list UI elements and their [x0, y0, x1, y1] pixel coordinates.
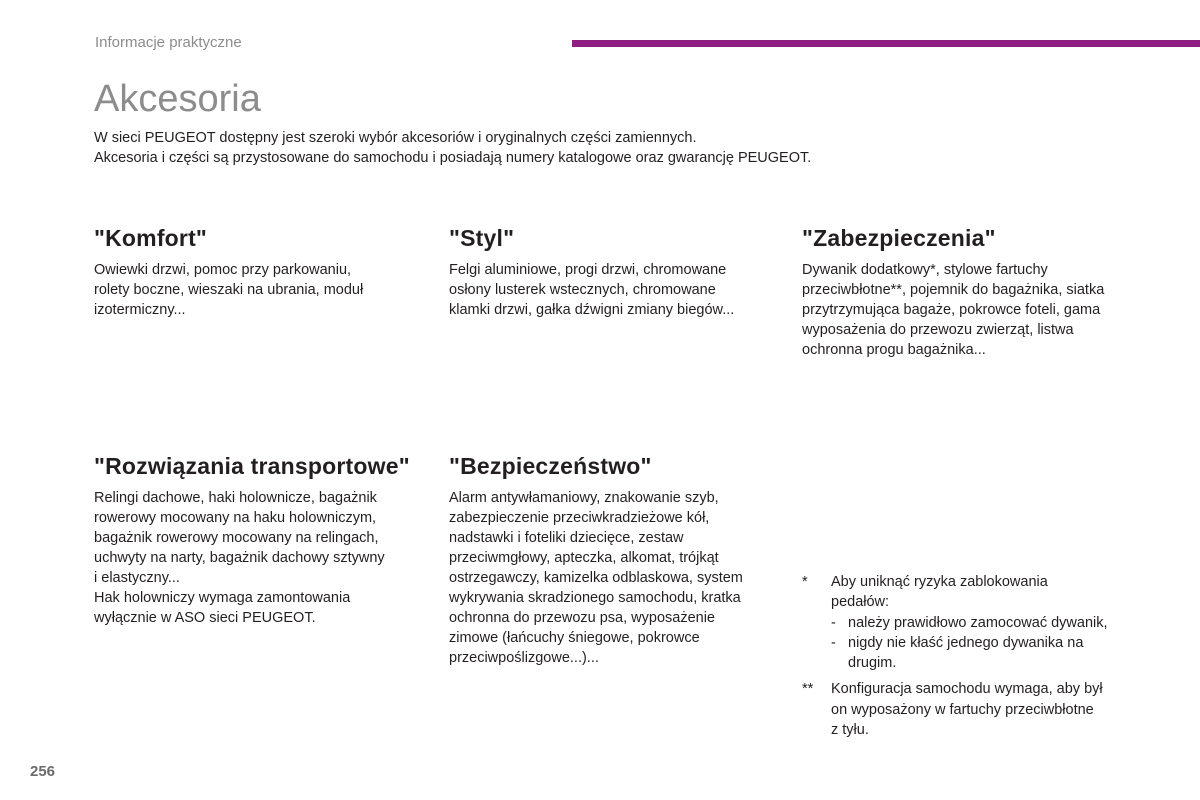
- footnote-line: z tyłu.: [831, 722, 869, 739]
- section-line: ostrzegawczy, kamizelka odblaskowa, system: [449, 570, 743, 586]
- footnote-line: Aby uniknąć ryzyka zablokowania: [831, 574, 1048, 590]
- section-line: zimowe (łańcuchy śniegowe, pokrowce: [449, 630, 700, 646]
- section-line: przeciwmgłowy, apteczka, alkomat, trójkąt: [449, 550, 719, 566]
- intro-line: Akcesoria i części są przystosowane do samochodu i posiadają numery katalogowe oraz gwarancję PEUGEOT.: [94, 150, 812, 166]
- section-line: Alarm antywłamaniowy, znakowanie szyb,: [449, 490, 719, 506]
- section-title: "Zabezpieczenia": [802, 225, 996, 251]
- header-accent-bar: [572, 40, 1200, 47]
- page-number: 256: [30, 763, 56, 780]
- section-line: osłony lusterek wstecznych, chromowane: [449, 282, 716, 298]
- intro-line: W sieci PEUGEOT dostępny jest szeroki wybór akcesoriów i oryginalnych części zamiennych.: [94, 130, 697, 146]
- footnote-mark: **: [802, 681, 814, 698]
- section-line: Relingi dachowe, haki holownicze, bagażnik: [94, 490, 377, 506]
- section-line: uchwyty na narty, bagażnik dachowy sztywny: [94, 550, 385, 566]
- section-title: "Rozwiązania transportowe": [94, 453, 410, 479]
- section-zabezpieczenia: [802, 225, 1142, 360]
- section-title: "Styl": [449, 225, 515, 251]
- footnote-line: Konfiguracja samochodu wymaga, aby był: [831, 681, 1103, 698]
- footnote-mark: *: [802, 574, 808, 590]
- section-line: bagażnik rowerowy mocowany na relingach,: [94, 530, 379, 546]
- section-text: [802, 260, 1142, 360]
- section-line: wyłącznie w ASO sieci PEUGEOT.: [94, 610, 316, 626]
- footnote-body: [831, 679, 1103, 740]
- footnote: [802, 679, 1162, 740]
- section-title: "Bezpieczeństwo": [449, 453, 652, 479]
- section-line: Hak holowniczy wymaga zamontowania: [94, 590, 351, 606]
- section-text: [94, 488, 434, 628]
- section-line: zabezpieczenie przeciwkradzieżowe kół,: [449, 510, 710, 526]
- subitem-line: drugim.: [848, 655, 897, 672]
- section-line: Owiewki drzwi, pomoc przy parkowaniu,: [94, 262, 352, 278]
- section-line: nadstawki i foteliki dziecięce, zestaw: [449, 530, 684, 546]
- header-label: Informacje praktyczne: [95, 34, 242, 51]
- section-line: rowerowy mocowany na haku holowniczym,: [94, 510, 377, 526]
- section-line: rolety boczne, wieszaki na ubrania, moduł: [94, 282, 364, 298]
- section-line: wykrywania skradzionego samochodu, kratka: [449, 590, 741, 606]
- section-line: ochronna progu bagażnika...: [802, 342, 986, 358]
- section-komfort: [94, 225, 434, 320]
- footnote: [802, 572, 1162, 673]
- page-title: Akcesoria: [94, 78, 261, 120]
- footnote-body: [831, 572, 1108, 673]
- footnote-subitem: [831, 633, 1108, 674]
- subitem-line: nigdy nie kłaść jednego dywanika na: [848, 634, 1084, 651]
- section-line: przeciwpoślizgowe...)...: [449, 650, 599, 666]
- section-line: izotermiczny...: [94, 302, 186, 318]
- subitem-dash: -: [831, 634, 836, 651]
- section-title: "Komfort": [94, 225, 208, 251]
- section-line: Felgi aluminiowe, progi drzwi, chromowane: [449, 262, 727, 278]
- footnote-line: on wyposażony w fartuchy przeciwbłotne: [831, 701, 1094, 718]
- section-line: przeciwbłotne**, pojemnik do bagażnika, siatka: [802, 282, 1105, 298]
- section-bezpieczenstwo: [449, 453, 789, 668]
- section-line: klamki drzwi, gałka dźwigni zmiany biegów...: [449, 302, 735, 318]
- section-text: [94, 260, 434, 320]
- section-rozwiazania-transportowe: [94, 453, 434, 628]
- section-text: [449, 260, 789, 320]
- footnotes: [802, 572, 1162, 746]
- footnote-line: pedałów:: [831, 594, 890, 611]
- footnote-subitem: [831, 613, 1108, 633]
- section-line: wyposażenia do przewozu zwierząt, listwa: [802, 322, 1074, 338]
- subitem-line: należy prawidłowo zamocować dywanik,: [848, 614, 1108, 631]
- section-line: ochronna do przewozu psa, wyposażenie: [449, 610, 715, 626]
- subitem-dash: -: [831, 614, 836, 631]
- section-text: [449, 488, 789, 668]
- section-line: i elastyczny...: [94, 570, 180, 586]
- section-line: przytrzymująca bagaże, pokrowce foteli, gama: [802, 302, 1101, 318]
- intro-paragraph: [94, 128, 994, 168]
- section-styl: [449, 225, 789, 320]
- section-line: Dywanik dodatkowy*, stylowe fartuchy: [802, 262, 1048, 278]
